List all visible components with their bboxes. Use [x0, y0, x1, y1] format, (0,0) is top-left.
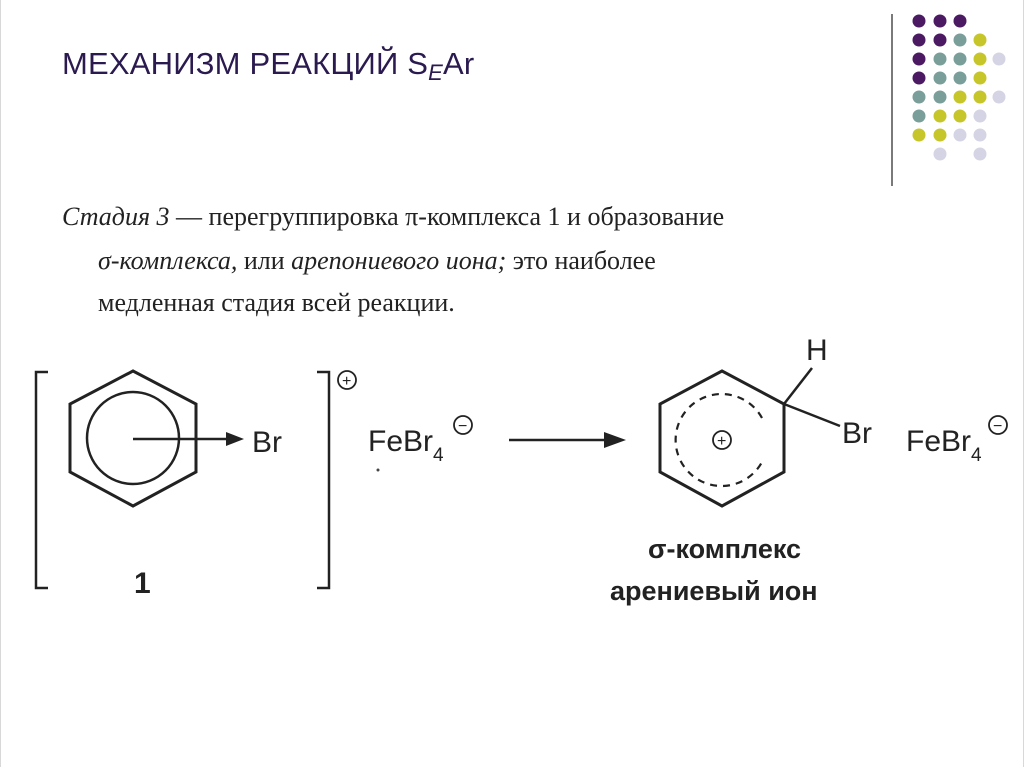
charge-minus-left: − [458, 418, 468, 435]
line3-text: медленная стадия всей реакции. [98, 288, 455, 317]
febr-sub-left: 4 [433, 445, 444, 466]
bond-to-h [784, 368, 812, 404]
caption-sigma-complex: σ-комплекс [648, 534, 802, 564]
caption-arenonium-ion: арениевый ион [610, 576, 818, 606]
arenonium-term: арenoниевого иона; [291, 246, 507, 275]
counter-ion-left [368, 425, 444, 466]
charge-plus-left: + [342, 373, 352, 390]
bond-to-br [784, 404, 840, 426]
charge-minus-right: − [993, 418, 1003, 435]
left-bracket-open [36, 372, 48, 588]
title-end: Ar [443, 46, 475, 81]
line2-connector: или [237, 246, 292, 275]
counter-ion-right [906, 425, 982, 466]
charge-plus-ring: + [717, 433, 727, 450]
pi-arrow-head [226, 432, 244, 446]
febr-right: FeBr [906, 425, 972, 458]
title-subscript: E [428, 60, 444, 85]
h-label: H [806, 334, 828, 367]
br-label-right: Br [842, 417, 872, 450]
stage-label: Стадия 3 [62, 202, 170, 231]
febr-left: FeBr [368, 425, 434, 458]
stray-dot [377, 469, 380, 472]
febr-sub-right: 4 [971, 445, 982, 466]
right-bracket-close [317, 372, 329, 588]
sigma-complex-term: σ-комплекса, [98, 246, 238, 275]
title-main: МЕХАНИЗМ РЕАКЦИЙ S [62, 46, 429, 81]
line1-text: — перегруппировка π-комплекса 1 и образование [169, 202, 725, 231]
compound-number: 1 [134, 567, 151, 600]
line2-text: это наиболее [506, 246, 656, 275]
reaction-arrow-head [604, 432, 626, 448]
br-label-left: Br [252, 426, 282, 459]
